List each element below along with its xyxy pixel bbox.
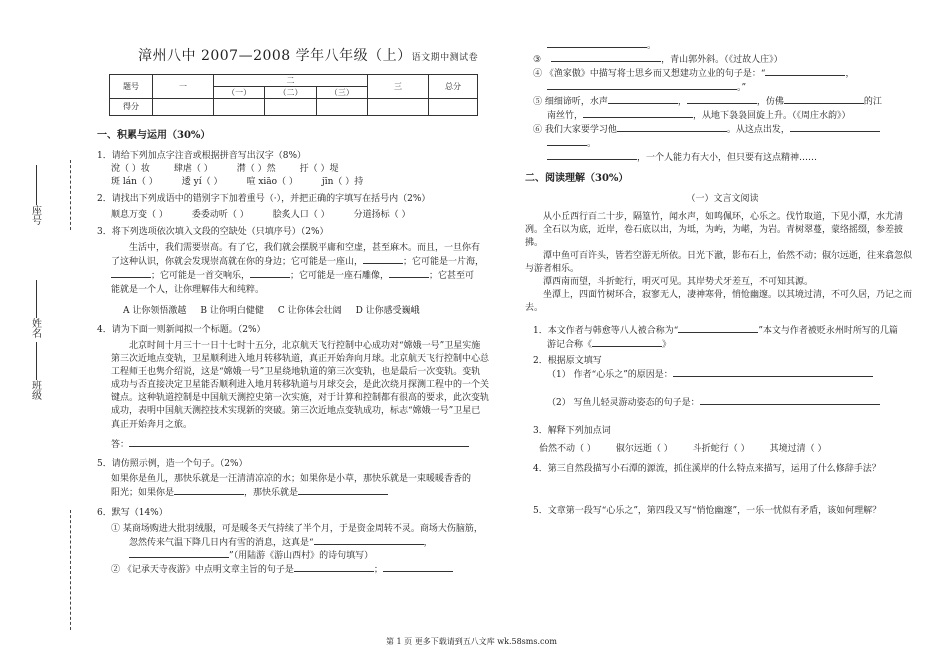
q5: 5．请仿照示例，造一个句子。（2%） bbox=[97, 458, 248, 469]
th-sub1: （一） bbox=[214, 87, 265, 99]
r-top: 。 bbox=[525, 40, 920, 54]
q1: 1．请给下列加点字注音或根据拼音写出汉字（8%） bbox=[97, 150, 307, 161]
rq2: 2．根据原文填写 bbox=[533, 356, 602, 367]
th-number: 题号 bbox=[110, 75, 153, 99]
rq3-items: 佁然不动（ ） 俶尔远逝（ ） 斗折蛇行（ ） 其境过清（ ） bbox=[539, 443, 827, 454]
q1-row2: 斑 lán（ ） 逶 yí（ ） 喧 xiāo（ ） jīn（ ）持 bbox=[111, 177, 364, 187]
r6-line3: ，一个人能力有大小，但只要有这点精神…… bbox=[525, 152, 920, 166]
r6: ⑥ 我们大家要学习他 。从这点出发， bbox=[525, 124, 920, 138]
section2-heading: 二、阅读理解（30%） bbox=[525, 173, 629, 185]
subsection1: （一）文言文阅读 bbox=[686, 193, 759, 204]
r5: ⑤ 细细谛听，水声 ， ，仿佛 的江 bbox=[533, 96, 882, 107]
score-cell[interactable] bbox=[368, 99, 429, 116]
q1-row1: 涗（ ）妆 肆虐（ ） 潸（ ）然 扜（ ）堤 bbox=[111, 163, 339, 174]
rq5: 5．文章第一段写“心乐之”，第四段又写“悄怆幽邃”，一乐一忧似有矛盾，该如何理解？ bbox=[533, 505, 882, 516]
r6-line2: 。 bbox=[525, 138, 920, 152]
exam-subtitle: 语文期中测试卷 bbox=[411, 53, 479, 63]
r4: ④ 《渔家傲》中描写将士思乡而又想建功立业的句子是：“ ， bbox=[533, 68, 855, 79]
rq4: 4．第三自然段描写小石潭的源流，抓住溪岸的什么特点来描写，运用了什么修辞手法？ bbox=[533, 463, 881, 474]
score-cell[interactable] bbox=[214, 99, 265, 116]
th-total: 总分 bbox=[429, 75, 478, 99]
score-cell[interactable] bbox=[153, 99, 214, 116]
q5-text: 如果你是鱼儿，那快乐就是一汪清清凉凉的水；如果你是小草，那快乐就是一束暖暖香香的 阳光；如果你是 ，那快乐就是 bbox=[111, 474, 472, 498]
binding-dash-top bbox=[70, 160, 71, 230]
seat-number-label: 座号 bbox=[29, 205, 41, 225]
score-row-label: 得分 bbox=[110, 99, 153, 116]
r5-line2: 南丝竹， ，从地下袅袅回旋上升。（《周庄水韵》） bbox=[547, 110, 851, 121]
score-table bbox=[109, 74, 478, 116]
q6-items: ① 某商场购进大批羽绒服，可是暖冬天气持续了半个月，于是资金周转不灵。商场大伤脑筋， 忽然传来气温下降几日内有雪的消息，这真是“ ， ”（用陆游《游山西村》的诗句填写） ② 《记承天寺夜游》中点明文章主旨的句子是 ； bbox=[111, 524, 483, 575]
th-sub3: （三） bbox=[316, 87, 367, 99]
q3-options: A 让你领悟激越 B 让你明白健健 C 让你体会壮阔 D 让你感受巍峨 bbox=[123, 305, 420, 316]
rq3: 3．解释下列加点词 bbox=[533, 425, 611, 436]
q4-news: 北京时间十月三十一日十七时十五分，北京航天飞行控制中心成功对“嫦娥一号”卫星实施第三次近地点变轨，卫星顺利进入地月转移轨道，真正开始奔向月球。北京航天飞行控制中心总工程师王也隽介绍说，这是“嫦娥一号”卫星绕地轨道的第三次变轨，也是最后一次变轨。变轨成功与否直接决定卫星能否顺利进入地月转移轨道与月球交会，是此次绕月探测工程中的一个关键点。这种轨道控制是中国航天测控史第一次实施，对于计算和控制都有很高的要求，此次变轨成功，表明中国航天测控技术实现新的突破。第三次近地点变轨成功，标志“嫦娥一号”卫星已真正开始奔月之旅。 bbox=[111, 341, 490, 430]
seat-line bbox=[36, 165, 37, 205]
r3: ③ ，青山郭外斜。（《过故人庄》） bbox=[533, 54, 783, 65]
class-label: 班级 bbox=[29, 380, 41, 400]
rq2-1: （1） 作者“心乐之”的原因是： bbox=[525, 369, 920, 383]
page-footer: 第 1 页 更多下载请到五八文库 wk.58sms.com bbox=[386, 637, 557, 646]
right-column bbox=[525, 40, 920, 519]
score-cell[interactable] bbox=[429, 99, 478, 116]
left-column bbox=[97, 130, 489, 577]
th-part3: 三 bbox=[368, 75, 429, 99]
th-sub2: （二） bbox=[265, 87, 316, 99]
q2-items: 顺息万变（ ） 委委动听（ ） 脍炙人口（ ） 分道扬标（ ） bbox=[111, 209, 411, 220]
score-cell[interactable] bbox=[265, 99, 316, 116]
class-line bbox=[36, 342, 37, 380]
binding-dash-bottom bbox=[70, 510, 71, 630]
name-label: 姓名 bbox=[29, 318, 41, 338]
passage: 从小丘西行百二十步，隔篁竹，闻水声，如鸣佩环，心乐之。伐竹取道，下见小潭，水尤清冽。全石以为底，近岸，卷石底以出，为坻，为屿，为嵁，为岩。青树翠蔓，蒙络摇缀，参差披拂。 潭中鱼可百许头，皆若空游无所依。日光下澈，影布石上，佁然不动；俶尔远逝，往来翕忽似与游者相乐。 潭西南而望，斗折蛇行，明灭可见。其岸势犬牙差互，不可知其源。 坐潭上，四面竹树环合，寂寥无人，凄神寒骨，悄怆幽邃。以其境过清，不可久居，乃记之而去。 bbox=[525, 211, 913, 314]
rq1: 1．本文作者与韩愈等八人被合称为“ ”本文与作者被贬永州时所写的几篇 游记合称《 》 bbox=[533, 326, 898, 351]
q4-answer[interactable]: 答： bbox=[97, 440, 489, 451]
r4-line2: 。” bbox=[525, 82, 920, 96]
name-line bbox=[36, 280, 37, 318]
q4: 4．请为下面一则新闻拟一个标题。（2%） bbox=[97, 325, 266, 335]
section1-heading: 一、积累与运用（30%） bbox=[97, 130, 211, 141]
score-cell[interactable] bbox=[316, 99, 367, 116]
exam-title: 漳州八中 2007—2008 学年八年级（上）语文期中测试卷 bbox=[138, 48, 479, 64]
q6: 6．默写（14%） bbox=[97, 508, 168, 519]
q2: 2．请找出下列成语中的错别字下加着重号（·），并把正确的字填写在括号内（2%） bbox=[97, 194, 431, 205]
rq2-2: （2） 写鱼儿轻灵游动姿态的句子是： bbox=[525, 397, 920, 411]
th-part1: 一 bbox=[153, 75, 214, 99]
th-part2: 二 bbox=[214, 75, 368, 87]
q3: 3．将下列选项依次填入文段的空缺处（只填序号）（2%） bbox=[97, 226, 329, 237]
q3-text: 生活中，我们需要崇高。有了它，我们就会摆脱平庸和空虚，甚至麻木。而且，一旦你有 了这种认识，你就会发现崇高就在你的身边；它可能是一座山， ；它可能是一片海， ；它可能是一首交响乐， ；它可能是一座石雕像， ；它甚至可 能就是一个人，让你理解伟大和纯粹。 bbox=[111, 243, 485, 295]
